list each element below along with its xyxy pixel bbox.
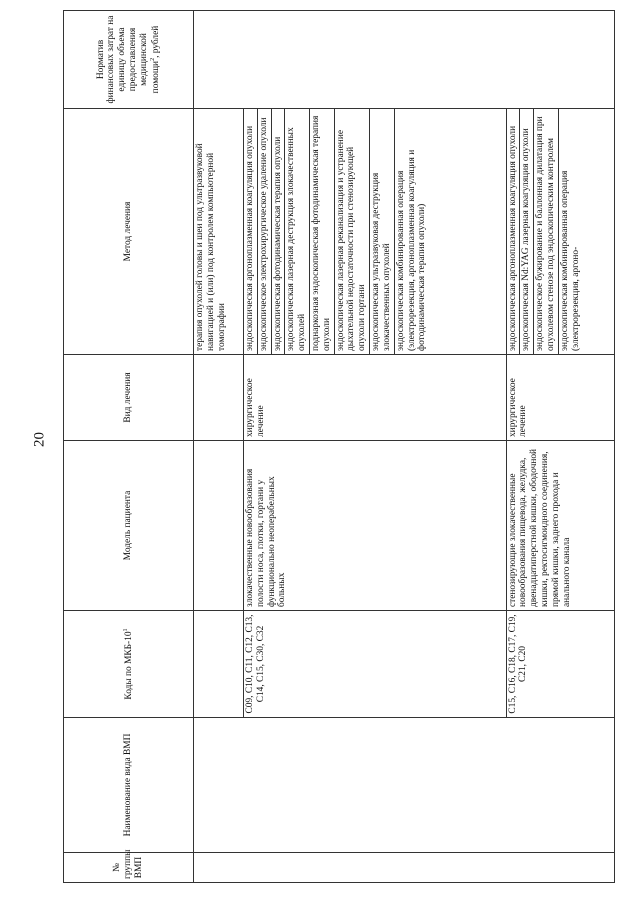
- table-header-row: [64, 11, 194, 883]
- method-item: терапия опухолей головы и шеи под ультразвуковой навигацией и (или) под контролем компьютерной томографии: [195, 143, 227, 351]
- cell-method-continued: [194, 109, 244, 355]
- method-item: эндоскопическое электрохирургическое удаление опухоли: [258, 109, 272, 354]
- header-treatment-type: Вид лечения: [64, 355, 194, 441]
- page-number: 20: [31, 432, 48, 447]
- cell-group-number: [194, 853, 615, 883]
- method-item: эндоскопическая аргоноплазменная коагуляция опухоли: [507, 109, 521, 354]
- cell-patient-model: стенозирующие злокачественные новообразования пищевода, желудка, двенадцатиперстной кишки, ободочной кишки, ректосигмоидного соединения, прямой кишки, заднего прохода и анального канала: [506, 441, 614, 611]
- method-item: эндоскопическая ультразвуковая деструкция злокачественных опухолей: [370, 109, 395, 354]
- header-group-number: № группы ВМП: [64, 853, 194, 883]
- method-item: эндоскопическое бужирование и баллонная дилатация при опухолевом стенозе под эндоскопическим контролем: [534, 109, 559, 354]
- cell-treatment-type: хирургическое лечение: [506, 355, 614, 441]
- cell-vmp-name: [194, 718, 615, 853]
- method-item: эндоскопическая лазерная деструкция злокачественных опухолей: [285, 109, 310, 354]
- method-item: эндоскопическая Nd:YAG лазерная коагуляция опухоли: [520, 109, 534, 354]
- cell-norm-cost: [194, 11, 615, 109]
- cell-codes-continued: [194, 611, 244, 718]
- cell-patient-model: злокачественные новообразования полости носа, глотки, гортани у функционально неоперабельных больных: [243, 441, 506, 611]
- cell-model-continued: [194, 441, 244, 611]
- header-treatment-method: Метод лечения: [64, 109, 194, 355]
- header-norm-cost: Норматив финансовых затрат на единицу объема предоставления медицинской помощи$^2$, рублей: [64, 11, 194, 109]
- table-row: [194, 11, 244, 883]
- cell-codes: C09, C10, C11, C12, C13, C14, C15, C30, C32: [243, 611, 506, 718]
- header-mkb-codes: Коды по МКБ-$10^1$: [64, 611, 194, 718]
- method-item: эндоскопическая комбинированная операция (электрорезекция, аргоноплазменная коагуляция и фотодинамическая терапия опухоли): [395, 149, 428, 351]
- vmp-table: [63, 10, 615, 883]
- rotated-table-container: [63, 11, 615, 883]
- method-item: поднаркозная эндоскопическая фотодинамическая терапия опухоли: [310, 109, 335, 354]
- cell-codes: C15, C16, C18, C17, C19, C21, C20: [506, 611, 614, 718]
- method-item: эндоскопическая комбинированная операция (электрорезекция, аргоно-: [559, 170, 581, 351]
- method-item: эндоскопическая аргоноплазменная коагуляция опухоли: [244, 109, 258, 354]
- cell-methods: [506, 109, 614, 355]
- cell-type-continued: [194, 355, 244, 441]
- cell-methods: [243, 109, 506, 355]
- method-item: эндоскопическая лазерная реканализация и устранение дыхательной недостаточности при стенозирующей опухоли гортани: [335, 109, 370, 354]
- cell-treatment-type: хирургическое лечение: [243, 355, 506, 441]
- header-patient-model: Модель пациента: [64, 441, 194, 611]
- header-vmp-name: Наименование вида ВМП: [64, 718, 194, 853]
- method-item: эндоскопическая фотодинамическая терапия опухоли: [272, 109, 286, 354]
